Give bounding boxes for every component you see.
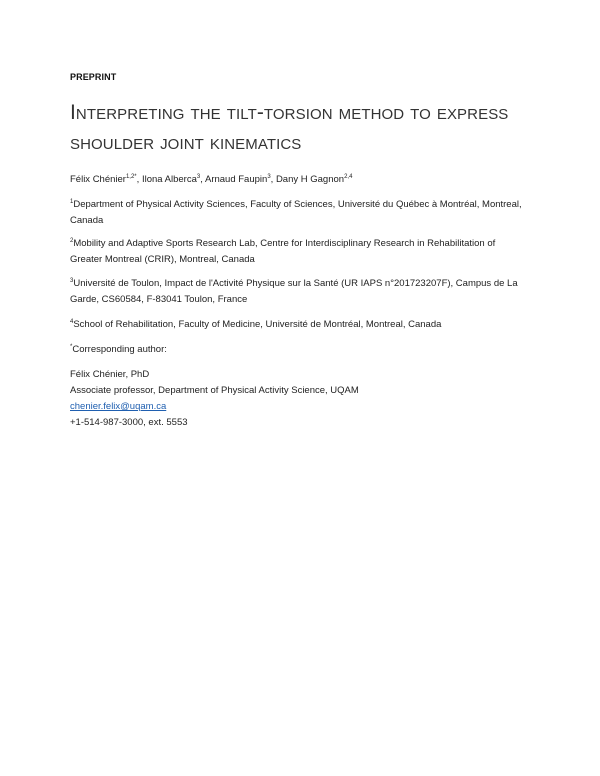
contact-position: Associate professor, Department of Physical Activity Science, UQAM — [70, 385, 359, 396]
paper-title: Interpreting the tilt-torsion method to express shoulder joint kinematics — [70, 101, 509, 154]
author-affiliation-marker: 2,4 — [344, 173, 353, 180]
preprint-label: PREPRINT — [70, 72, 117, 82]
contact-phone: +1-514-987-3000, ext. 5553 — [70, 417, 188, 428]
affiliation-number: 1 — [70, 198, 74, 205]
affiliation-text: Université de Toulon, Impact de l'Activité Physique sur la Santé (UR IAPS n°201723207F), Campus de La Garde, CS60584, F-83041 Toulon, France — [70, 278, 518, 305]
corresponding-text: Corresponding author: — [72, 344, 167, 355]
affiliation-text: Mobility and Adaptive Sports Research Lab, Centre for Interdisciplinary Research in Rehabilitation of Greater Montreal (CRIR), Montreal, Canada — [70, 238, 496, 265]
affiliation-4 — [70, 317, 530, 333]
author-affiliation-marker: 3 — [267, 173, 271, 180]
affiliation-text: School of Rehabilitation, Faculty of Medicine, Université de Montréal, Montreal, Canada — [73, 319, 442, 330]
author-name: Arnaud Faupin — [204, 174, 268, 185]
affiliation-number: 3 — [70, 277, 74, 284]
contact-email-link[interactable]: chenier.felix@uqam.ca — [70, 401, 167, 412]
author-list: Félix Chénier$^{1,2*}$, Ilona Alberca$^3$, Arnaud Faupin$^3$, Dany H Gagnon$^{2,4}$ — [70, 173, 353, 185]
affiliation-2 — [70, 236, 530, 267]
contact-block — [70, 367, 359, 431]
corresponding-author-label — [70, 344, 167, 355]
affiliation-1 — [70, 197, 530, 228]
affiliation-number: 4 — [70, 318, 74, 325]
author-affiliation-marker: 1,2* — [125, 173, 137, 180]
corresponding-mark: * — [70, 343, 73, 350]
affiliation-text: Department of Physical Activity Sciences, Faculty of Sciences, Université du Québec à Montréal, Montreal, Canada — [70, 199, 522, 226]
affiliation-3 — [70, 276, 530, 307]
contact-name: Félix Chénier, PhD — [70, 369, 150, 380]
affiliation-number: 2 — [70, 237, 74, 244]
author-name: Ilona Alberca — [141, 174, 197, 185]
author-name: Dany H Gagnon — [275, 174, 345, 185]
author-name: Félix Chénier — [70, 174, 126, 185]
author-affiliation-marker: 3 — [196, 173, 201, 180]
